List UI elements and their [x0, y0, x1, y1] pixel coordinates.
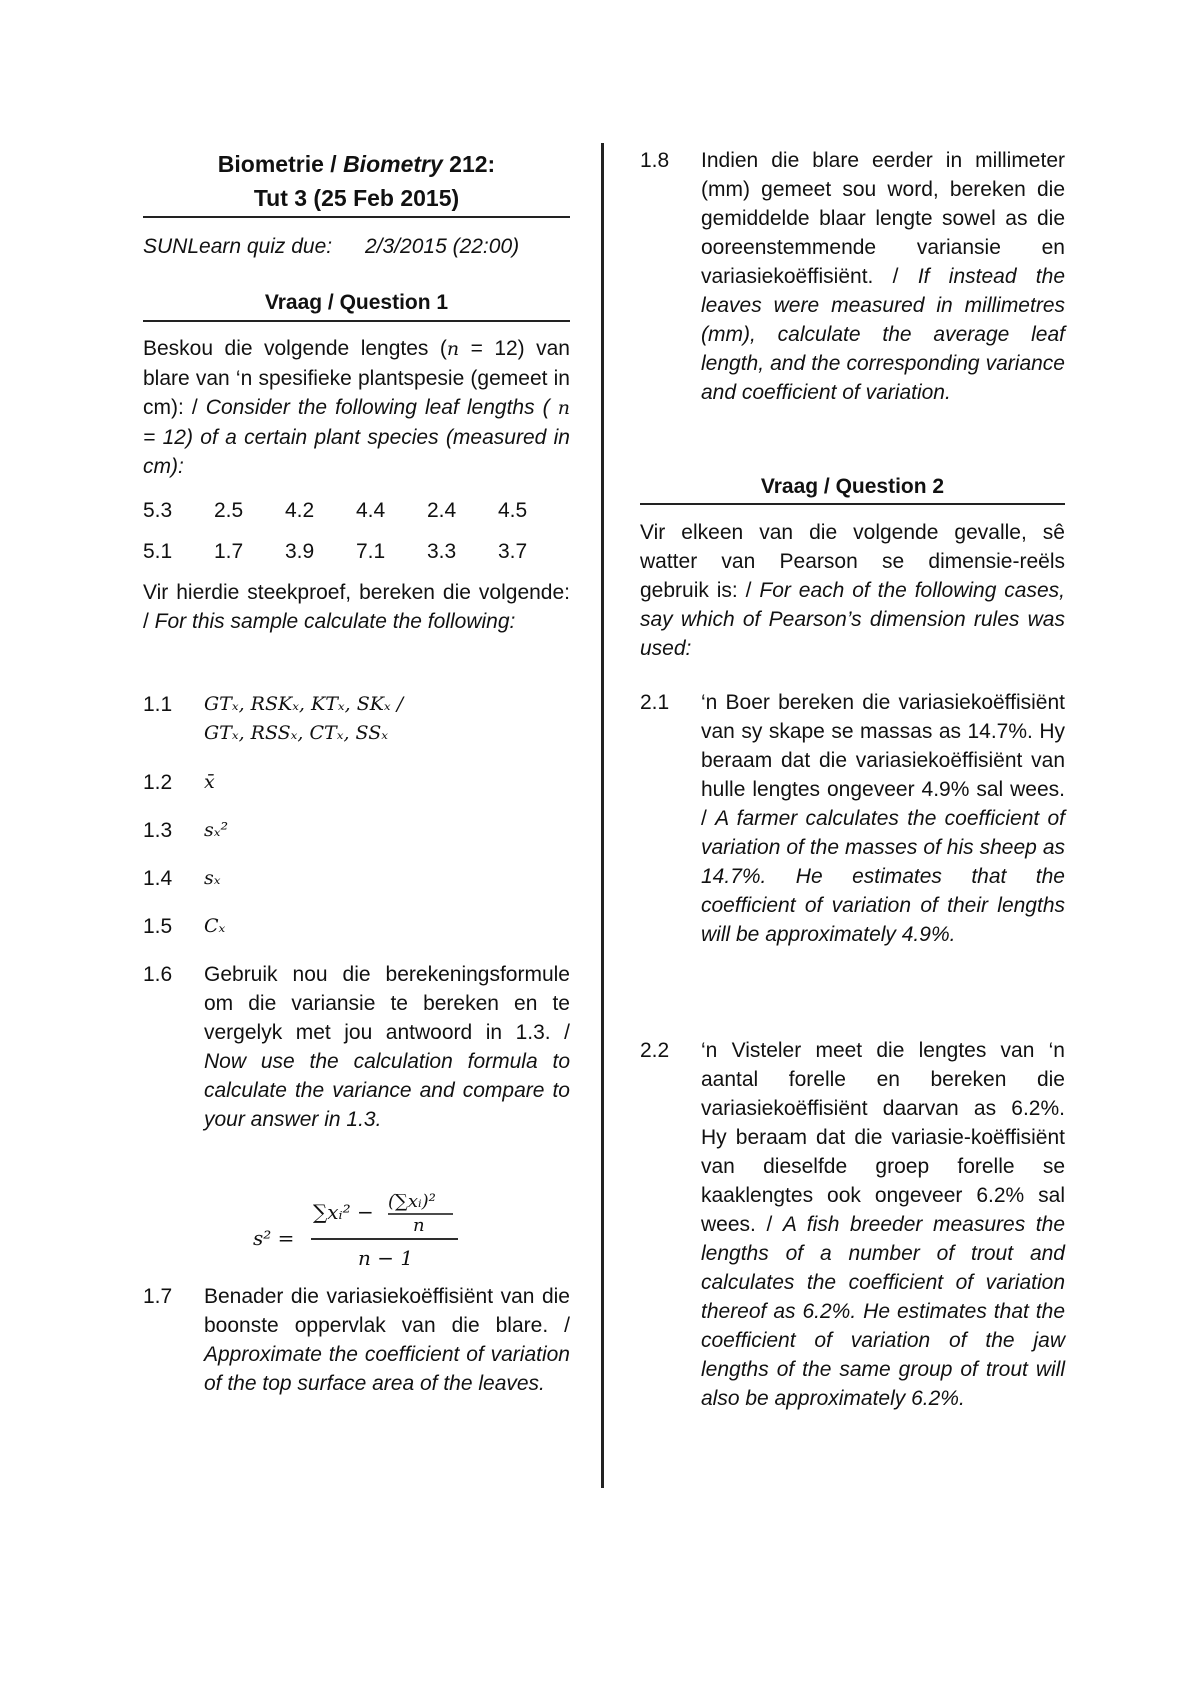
q2-intro-en: For each of the following cases, say which of Pearson’s dimension rules was used:: [640, 579, 1065, 660]
data-value: 3.3: [427, 540, 457, 563]
item-number: 1.1: [143, 693, 173, 716]
q2-intro: [640, 518, 1065, 663]
item-1-1-line2: GTₓ, RSSₓ, CTₓ, SSₓ: [204, 722, 388, 744]
q1-n-symbol-en: n: [557, 397, 570, 419]
item-1-3: sₓ²: [204, 819, 229, 841]
item-number: 1.8: [640, 149, 670, 172]
q1-n-symbol: n: [446, 338, 460, 360]
item-1-7: [204, 1282, 570, 1398]
data-row-1: [143, 496, 570, 525]
q1-intro-en2: = 12) of a certain plant species (measured in cm):: [143, 426, 570, 478]
q1-task-af: Vir hierdie steekproef, bereken die volgende: /: [143, 581, 570, 633]
item-1-6-en: Now use the calculation formula to calculate the variance and compare to your answer in 1.3.: [204, 1050, 570, 1131]
data-value: 4.5: [498, 499, 528, 522]
quiz-due: [143, 232, 570, 261]
data-value: 3.7: [498, 540, 528, 563]
q1-task-en: For this sample calculate the following:: [154, 610, 516, 633]
item-number: 2.2: [640, 1039, 670, 1062]
formula-frac-top: (∑xᵢ)²: [388, 1191, 436, 1212]
formula-lhs: s² =: [253, 1226, 295, 1250]
data-value: 5.1: [143, 540, 173, 563]
q1-intro: [143, 334, 570, 481]
q1-intro-af2: = 12) van blare van ‘n spesifieke plantspesie (gemeet in cm): /: [143, 337, 570, 419]
doc-title-line1: [143, 148, 570, 181]
data-value: 4.4: [356, 499, 386, 522]
item-number: 1.7: [143, 1285, 173, 1308]
item-number: 1.4: [143, 867, 173, 890]
data-value: 1.7: [214, 540, 244, 563]
item-1-4: sₓ: [204, 867, 221, 889]
variance-formula: [253, 1185, 483, 1275]
item-number: 1.2: [143, 771, 173, 794]
item-1-7-af: Benader die variasiekoëffisiënt van die boonste oppervlak van die blare. /: [204, 1285, 570, 1337]
quiz-label: SUNLearn quiz due:: [143, 235, 333, 258]
item-1-8-en: If instead the leaves were measured in millimetres (mm), calculate the average leaf length, and the corresponding variance and coefficient of variation.: [701, 265, 1065, 404]
item-2-1: [701, 688, 1065, 949]
q1-heading: Vraag / Question 1: [264, 291, 449, 314]
data-value: 2.5: [214, 499, 244, 522]
title-rule: [143, 216, 570, 218]
item-2-2-en: A fish breeder measures the lengths of a number of trout and calculates the coefficient of variation thereof as 6.2%. He estimates that the coefficient of variation of the jaw lengths of the same group of trout will also be approximately 6.2%.: [701, 1213, 1065, 1410]
title-af: Biometrie /: [217, 151, 344, 177]
item-number: 1.5: [143, 915, 173, 938]
data-value: 4.2: [285, 499, 315, 522]
doc-title-line2: Tut 3 (25 Feb 2015): [253, 185, 460, 211]
title-code: 212:: [442, 151, 496, 177]
q2-intro-af: Vir elkeen van die volgende gevalle, sê watter van Pearson se dimensie-reëls gebruik is: /: [640, 521, 1065, 602]
item-1-2: x̄: [204, 771, 215, 793]
data-value: 3.9: [285, 540, 315, 563]
data-value: 2.4: [427, 499, 457, 522]
title-en: Biometry: [343, 151, 443, 177]
item-2-2: [701, 1036, 1065, 1413]
formula-denominator: n − 1: [358, 1246, 414, 1270]
data-row-2: [143, 537, 570, 566]
item-number: 1.3: [143, 819, 173, 842]
data-value: 5.3: [143, 499, 173, 522]
q1-task: [143, 578, 570, 636]
item-1-1-line1: GTₓ, RSKₓ, KTₓ, SKₓ /: [204, 693, 404, 715]
formula-sum-sq: ∑xᵢ² −: [313, 1200, 374, 1224]
q1-intro-en: Consider the following leaf lengths (: [205, 396, 558, 419]
column-divider: [601, 143, 604, 1488]
q1-intro-af: Beskou die volgende lengtes (: [143, 337, 447, 360]
item-2-2-af: ‘n Visteler meet die lengtes van ‘n aantal forelle en bereken die variasiekoëffisiënt daarvan as 6.2%. Hy beraam dat die variasie-koëffisiënt van dieselfde groep forelle se kaaklengtes ook ongeveer 6.2% sal wees. /: [701, 1039, 1065, 1236]
data-value: 7.1: [356, 540, 386, 563]
q1-rule: [143, 320, 570, 322]
item-1-1: [204, 690, 570, 748]
item-number: 2.1: [640, 691, 670, 714]
q2-rule: [640, 503, 1065, 505]
quiz-date: 2/3/2015 (22:00): [365, 235, 520, 258]
item-2-1-af: ‘n Boer bereken die variasiekoëffisiënt van sy skape se massas as 14.7%. Hy beraam dat die variasiekoëffisiënt van hulle lengtes ongeveer 4.9% sal wees. /: [701, 691, 1065, 830]
item-1-8-af: Indien die blare eerder in millimeter (mm) gemeet sou word, bereken die gemiddelde blaar lengte sowel as die ooreenstemmende variansie en variasiekoëffisiënt. /: [701, 149, 1065, 288]
item-1-8: [701, 146, 1065, 407]
item-number: 1.6: [143, 963, 173, 986]
item-1-6: [204, 960, 570, 1134]
item-2-1-en: A farmer calculates the coefficient of variation of the masses of his sheep as 14.7%. He estimates that the coefficient of variation of their lengths will be approximately 4.9%.: [701, 807, 1065, 946]
q2-heading: Vraag / Question 2: [760, 475, 945, 498]
formula-frac-bot: n: [413, 1215, 425, 1236]
item-1-5: Cₓ: [204, 915, 226, 937]
item-1-6-af: Gebruik nou die berekeningsformule om die variansie te bereken en te vergelyk met jou antwoord in 1.3. /: [204, 963, 570, 1044]
item-1-7-en: Approximate the coefficient of variation of the top surface area of the leaves.: [204, 1343, 570, 1395]
